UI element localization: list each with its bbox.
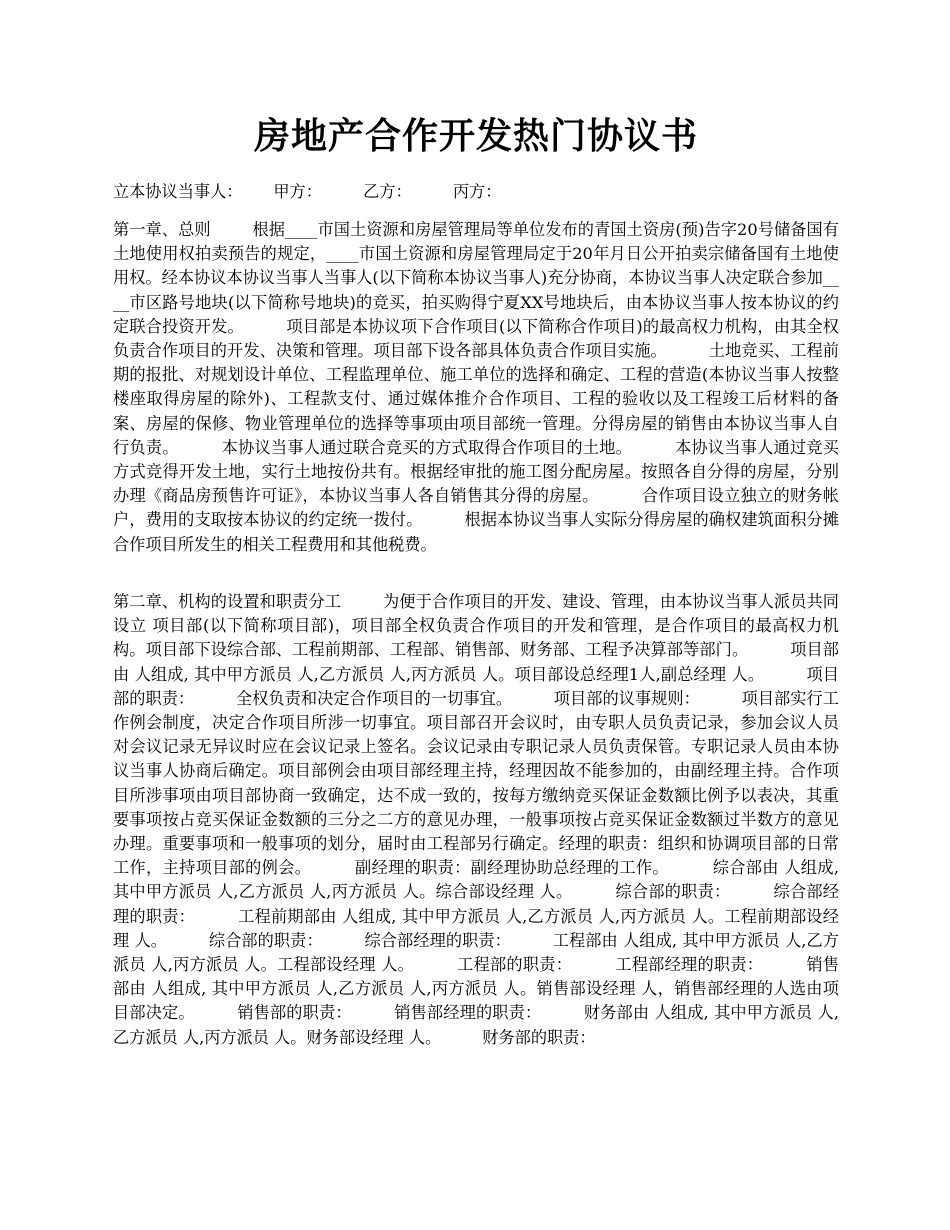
chapter-one-paragraph: 第一章、总则 根据____市国土资源和房屋管理局等单位发布的青国土资房(预)告字20号储备国有土地使用权拍卖预告的规定，____市国土资源和房屋管理局定于20年月日公开拍卖宗储备国有土地使用权。经本协议本协议当事人当事人(以下简称本协议当事人)充分协商，本协议当事人决定联合参加____市区路号地块(以下简称号地块)的竞买，拍买购得宁夏XX号地块后，由本协议当事人按本协议的约定联合投资开发。 项目部是本协议项下合作项目(以下简称合作项目)的最高权力机构，由其全权负责合作项目的开发、决策和管理。项目部下设各部具体负责合作项目实施。 土地竞买、工程前期的报批、对规划设计单位、工程监理单位、施工单位的选择和确定、工程的营造(本协议当事人按整楼座取得房屋的除外)、工程款支付、通过媒体推介合作项目、工程的验收以及工程竣工后材料的备案、房屋的保修、物业管理单位的选择等事项由项目部统一管理。分得房屋的销售由本协议当事人自行负责。 本协议当事人通过联合竞买的方式取得合作项目的土地。 本协议当事人通过竞买方式竞得开发土地，实行土地按份共有。根据经审批的施工图分配房屋。按照各自分得的房屋，分别办理《商品房预售许可证》，本协议当事人各自销售其分得的房屋。 合作项目设立独立的财务帐户，费用的支取按本协议的约定统一拨付。 根据本协议当事人实际分得房屋的确权建筑面积分摊合作项目所发生的相关工程费用和其他税费。 xyxy=(113,220,839,554)
parties-line: 立本协议当事人： 甲方： 乙方： 丙方： xyxy=(113,182,502,201)
chapter-two-paragraph: 第二章、机构的设置和职责分工 为便于合作项目的开发、建设、管理，由本协议当事人派员共同设立 项目部(以下简称项目部)，项目部全权负责合作项目的开发和管理，是合作项目的最高权力机构。项目部下设综合部、工程前期部、工程部、销售部、财务部、工程予决算部等部门。 项目部由 人组成, 其中甲方派员 人,乙方派员 人,丙方派员 人。项目部设总经理1人,副总经理 人。 项目部的职责： 全权负责和决定合作项目的一切事宜。 项目部的议事规则： 项目部实行工作例会制度，决定合作项目所涉一切事宜。项目部召开会议时，由专职人员负责记录，参加会议人员对会议记录无异议时应在会议记录上签名。会议记录由专职记录人员负责保管。专职记录人员由本协议当事人协商后确定。项目部例会由项目部经理主持，经理因故不能参加的，由副经理主持。合作项目所涉事项由项目部协商一致确定，达不成一致的，按每方缴纳竞买保证金数额比例予以表决，其重要事项按占竞买保证金数额的三分之二方的意见办理，一般事项按占竞买保证金数额过半数方的意见办理。重要事项和一般事项的划分，届时由工程部另行确定。经理的职责：组织和协调项目部的日常工作，主持项目部的例会。 副经理的职责：副经理协助总经理的工作。 综合部由 人组成, 其中甲方派员 人,乙方派员 人,丙方派员 人。综合部设经理 人。 综合部的职责： 综合部经理的职责： 工程前期部由 人组成, 其中甲方派员 人,乙方派员 人,丙方派员 人。工程前期部设经理 人。 综合部的职责： 综合部经理的职责： 工程部由 人组成, 其中甲方派员 人,乙方派员 人,丙方派员 人。工程部设经理 人。 工程部的职责： 工程部经理的职责： 销售部由 人组成, 其中甲方派员 人,乙方派员 人,丙方派员 人。销售部设经理 人，销售部经理的人选由项目部决定。 销售部的职责： 销售部经理的职责： 财务部由 人组成, 其中甲方派员 人,乙方派员 人,丙方派员 人。财务部设经理 人。 财务部的职责： xyxy=(113,592,845,1047)
document-title: 房地产合作开发热门协议书 xyxy=(253,115,698,157)
